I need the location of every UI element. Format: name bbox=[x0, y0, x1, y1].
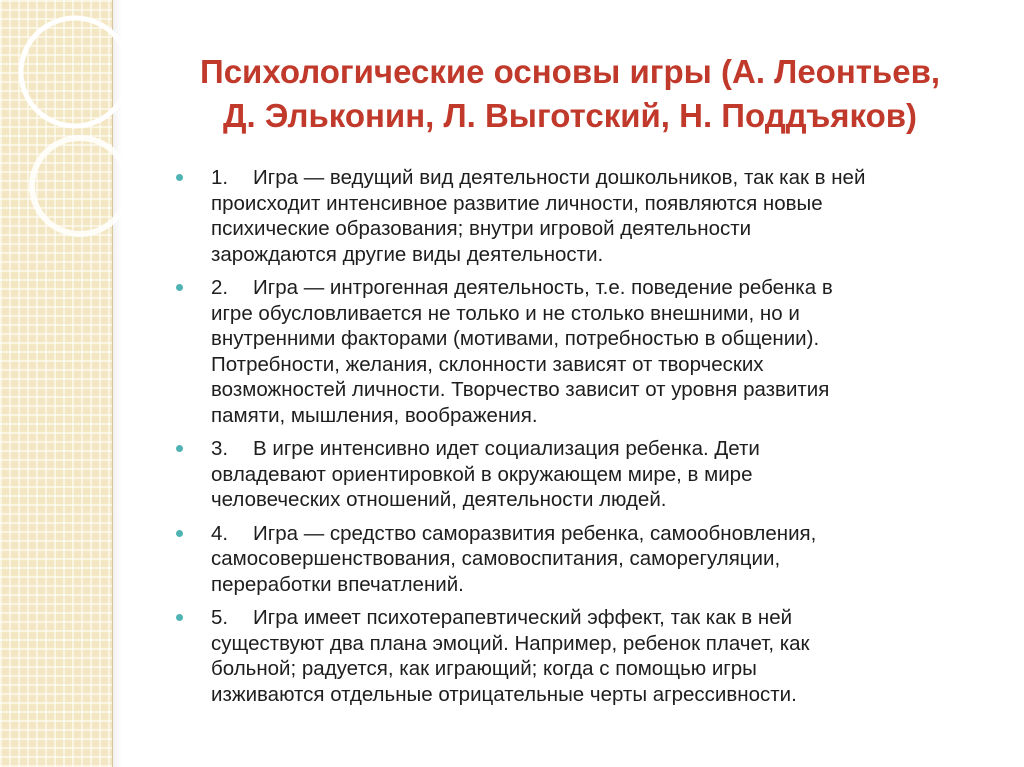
bullet-dot bbox=[176, 530, 183, 537]
item-line bbox=[211, 521, 978, 547]
item-line: психические образования; внутри игровой деятельности bbox=[211, 217, 752, 240]
item-line: игре обусловливается не только и не столько внешними, но и bbox=[211, 301, 800, 325]
band-shadow bbox=[112, 0, 122, 767]
item-line bbox=[211, 605, 978, 631]
item-line: возможностей личности. Творчество зависит от уровня развития bbox=[211, 378, 830, 401]
item-line: зарождаются другие виды деятельности. bbox=[211, 242, 604, 266]
list-item bbox=[178, 165, 978, 267]
item-line: происходит интенсивное развитие личности, появляются новые bbox=[211, 191, 823, 215]
item-line: Потребности, желания, склонности зависят от творческих bbox=[211, 352, 764, 376]
item-line: существуют два плана эмоций. Например, ребенок плачет, как bbox=[211, 631, 810, 655]
decorative-left-band bbox=[0, 0, 113, 767]
item-line: памяти, мышления, воображения. bbox=[211, 403, 538, 427]
list-item bbox=[178, 436, 978, 513]
item-line-text: Игра — интрогенная деятельность, т.е. поведение ребенка в bbox=[253, 276, 833, 299]
item-text bbox=[211, 521, 978, 598]
bullet-dot bbox=[176, 445, 183, 452]
slide-title bbox=[150, 50, 990, 138]
item-number: 3. bbox=[211, 437, 229, 460]
item-line-text: Игра — средство саморазвития ребенка, самообновления, bbox=[253, 521, 817, 545]
item-text bbox=[211, 605, 978, 707]
item-line: переработки впечатлений. bbox=[211, 572, 464, 596]
item-line: овладевают ориентировкой в окружающем мире, в мире bbox=[211, 462, 753, 486]
item-line: изживаются отдельные отрицательные черты агрессивности. bbox=[211, 682, 797, 706]
list-item bbox=[178, 275, 978, 428]
item-line: человеческих отношений, деятельности людей. bbox=[211, 488, 667, 511]
item-number: 4. bbox=[211, 521, 229, 545]
bullet-dot bbox=[176, 284, 183, 291]
item-text bbox=[211, 275, 978, 428]
title-line: Психологические основы игры (А. Леонтьев, bbox=[199, 53, 941, 90]
item-line-text: В игре интенсивно идет социализация ребенка. Дети bbox=[253, 437, 760, 460]
item-number: 1. bbox=[211, 166, 229, 189]
bullet-dot bbox=[176, 614, 183, 621]
title-line: Д. Эльконин, Л. Выготский, Н. Поддъяков) bbox=[222, 97, 918, 134]
item-line-text: Игра — ведущий вид деятельности дошкольников, так как в ней bbox=[253, 166, 866, 189]
item-line: больной; радуется, как играющий; когда с помощью игры bbox=[211, 657, 757, 680]
item-number: 2. bbox=[211, 276, 229, 299]
item-line: самосовершенствования, самовоспитания, саморегуляции, bbox=[211, 547, 781, 570]
item-text bbox=[211, 436, 978, 513]
item-line: внутренними факторами (мотивами, потребностью в общении). bbox=[211, 327, 820, 350]
item-line-text: Игра имеет психотерапевтический эффект, так как в ней bbox=[253, 606, 793, 629]
bullet-dot bbox=[176, 174, 183, 181]
bullet-list bbox=[178, 165, 978, 715]
list-item bbox=[178, 521, 978, 598]
item-number: 5. bbox=[211, 606, 229, 629]
list-item bbox=[178, 605, 978, 707]
item-line bbox=[211, 436, 978, 462]
item-line bbox=[211, 165, 978, 191]
item-line bbox=[211, 275, 978, 301]
item-text bbox=[211, 165, 978, 267]
